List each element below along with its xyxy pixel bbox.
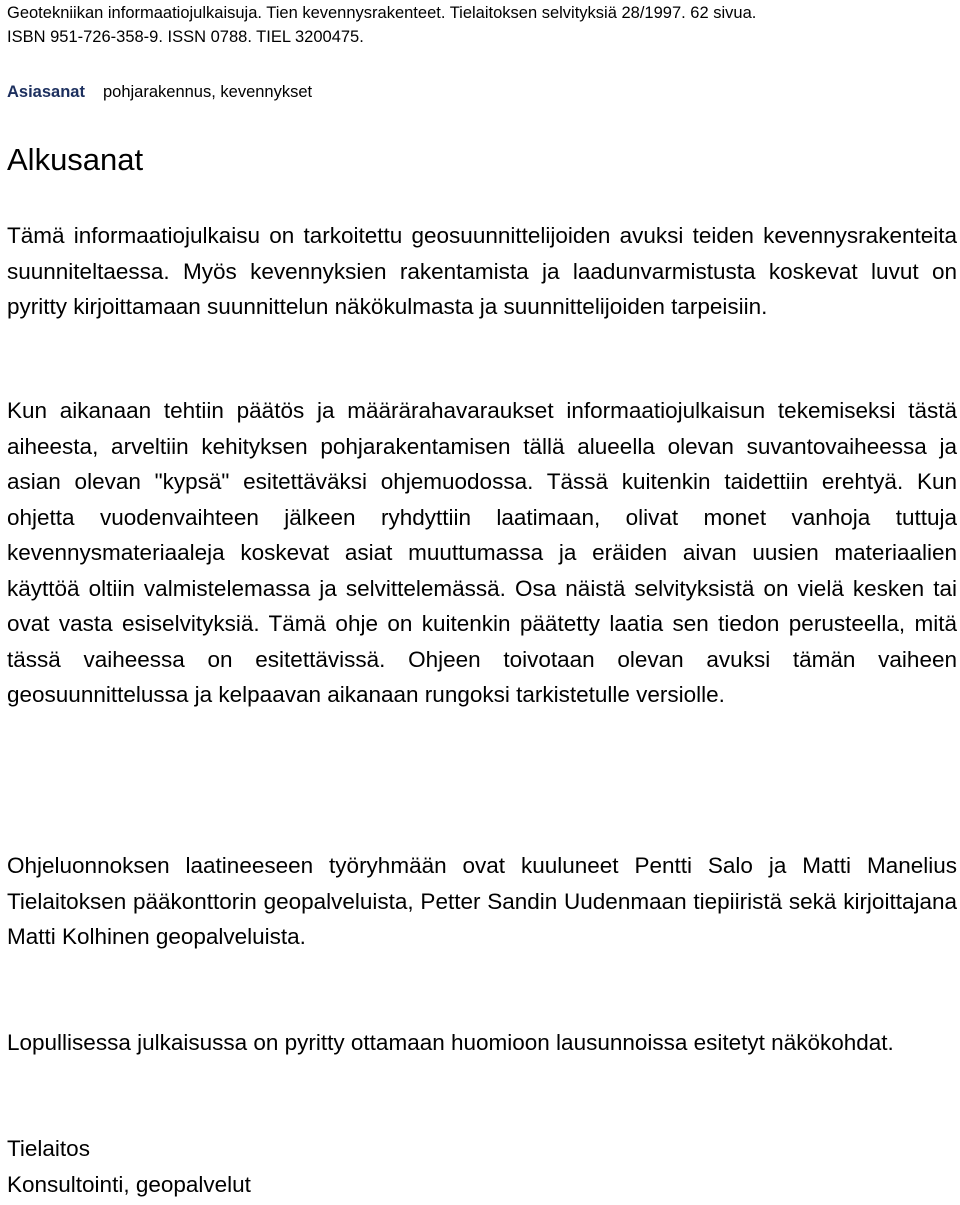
page-title: Alkusanat: [7, 142, 144, 177]
keywords-label: Asiasanat: [7, 83, 85, 101]
publication-info: [7, 1, 957, 49]
paragraph-background: Kun aikanaan tehtiin päätös ja määrärahavaraukset informaatiojulkaisun tekemiseksi tästä aiheesta, arveltiin kehityksen pohjarakentamisen tällä alueella olevan suvantovaiheessa ja asian olevan "kypsä" esitettäväksi ohjemuodossa. Tässä kuitenkin taidettiin erehtyä. Kun ohjetta vuodenvaihteen jälkeen ryhdyttiin laatimaan, olivat monet vanhoja tuttuja kevennysmateriaaleja koskevat asiat muuttumassa ja eräiden aivan uusien materiaalien käyttöä oltiin valmistelemassa ja selvittelemässä. Osa näistä selvityksistä on vielä kesken tai ovat vasta esiselvityksiä. Tämä ohje on kuitenkin päätetty laatia sen tiedon perusteella, mitä tässä vaiheessa on esitettävissä. Ohjeen toivotaan olevan avuksi tämän vaiheen geosuunnittelussa ja kelpaavan aikanaan rungoksi tarkistetulle versiolle.: [7, 398, 957, 707]
keywords-line: [7, 80, 957, 104]
publication-info-line-2: ISBN 951-726-358-9. ISSN 0788. TIEL 3200475.: [7, 28, 364, 46]
paragraph-working-group: Ohjeluonnoksen laatineeseen työryhmään ovat kuuluneet Pentti Salo ja Matti Manelius Tielaitoksen pääkonttorin geopalveluista, Petter Sandin Uudenmaan tiepiiristä sekä kirjoittajana Matti Kolhinen geopalveluista.: [7, 853, 957, 949]
paragraph-purpose: Tämä informaatiojulkaisu on tarkoitettu geosuunnittelijoiden avuksi teiden kevennysrakenteita suunniteltaessa. Myös kevennyksien rakentamista ja laadunvarmistusta koskevat luvut on pyritty kirjoittamaan suunnittelun näkökulmasta ja suunnittelijoiden tarpeisiin.: [7, 223, 957, 319]
signature-organization: Tielaitos: [7, 1136, 90, 1161]
publication-info-line-1: Geotekniikan informaatiojulkaisuja. Tien kevennysrakenteet. Tielaitoksen selvityksiä 28/1997. 62 sivua.: [7, 4, 757, 22]
paragraph-final-note: Lopullisessa julkaisussa on pyritty ottamaan huomioon lausunnoissa esitetyt näkökohdat.: [7, 1030, 894, 1055]
signature-department: Konsultointi, geopalvelut: [7, 1171, 251, 1197]
signature-block: [7, 1131, 957, 1202]
keywords-value: pohjarakennus, kevennykset: [102, 83, 313, 101]
